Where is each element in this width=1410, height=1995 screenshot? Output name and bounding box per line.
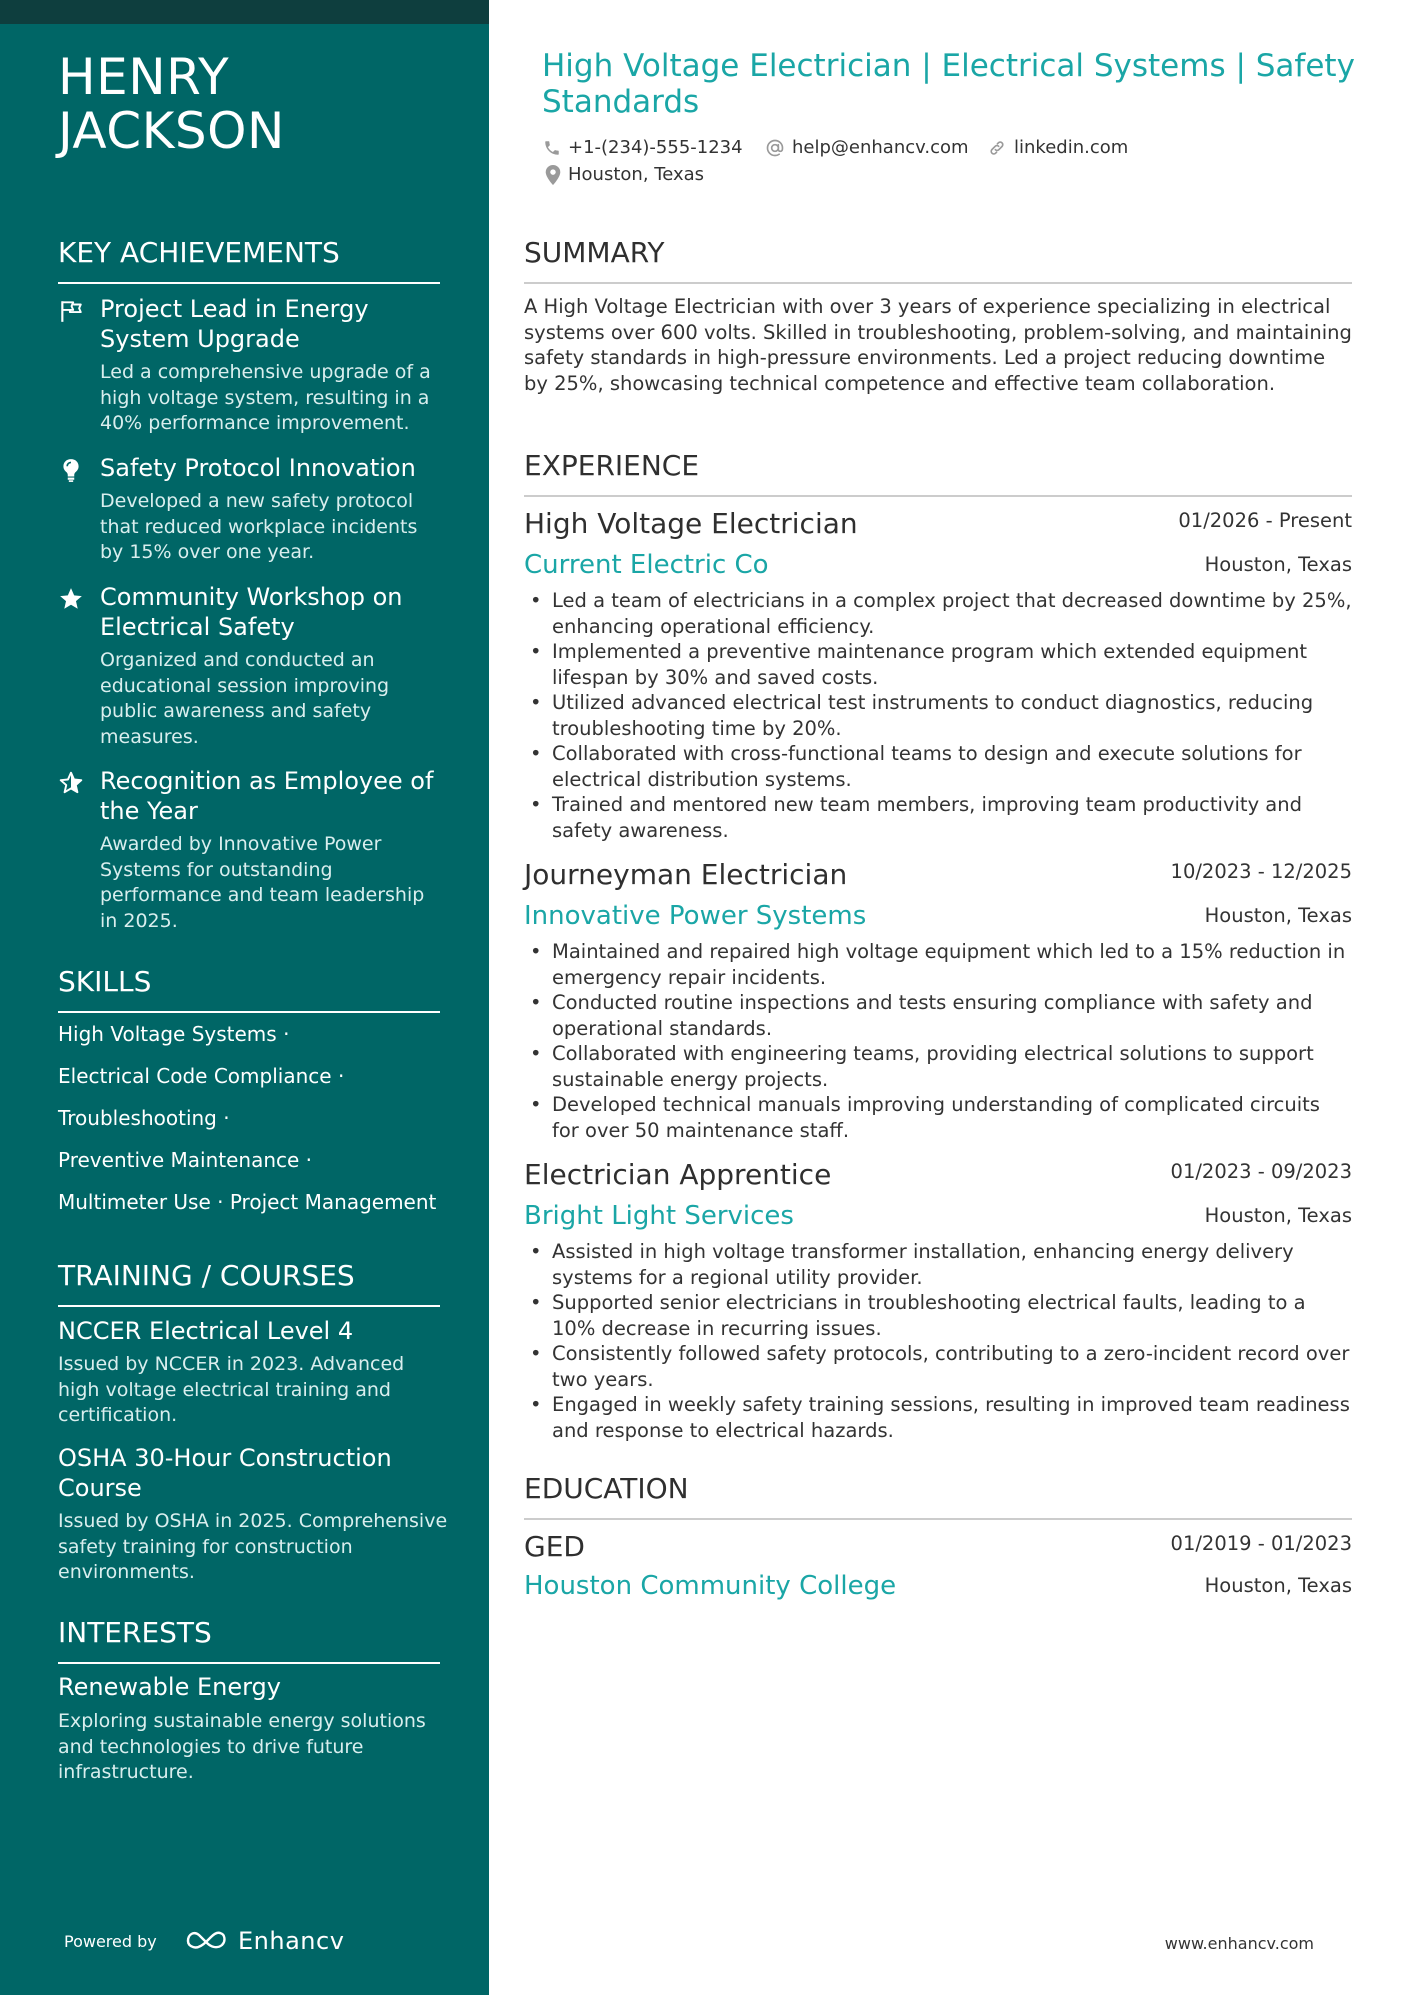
job-company: Bright Light Services [524, 1201, 794, 1231]
skill-row [58, 1189, 436, 1215]
contact-linkedin[interactable] [987, 137, 1128, 159]
enhancv-logo-icon [184, 1928, 230, 1954]
achievement-title: Recognition as Employee of the Year [100, 767, 434, 825]
job-company: Innovative Power Systems [524, 901, 867, 931]
achievement-title: Community Workshop on Electrical Safety [100, 583, 403, 641]
job-company: Current Electric Co [524, 550, 769, 580]
job-bullets [524, 1239, 1352, 1443]
skill-row [58, 1021, 289, 1047]
at-sign-icon [765, 138, 785, 158]
skill-tag: Project Management [229, 1190, 437, 1214]
job-bullet: • Maintained and repaired high voltage equipment which led to a 15% reduction in emergency repair incidents. [524, 939, 1352, 990]
job-location: Houston, Texas [1204, 553, 1352, 576]
link-icon [987, 138, 1007, 158]
skill-tag: Preventive Maintenance [58, 1148, 300, 1172]
skill-tag: High Voltage Systems [58, 1022, 277, 1046]
interest-desc: Exploring sustainable energy solutions and technologies to drive future infrastructure. [58, 1710, 426, 1783]
job-title: Journeyman Electrician [524, 858, 848, 891]
training-heading: TRAINING / COURSES [58, 1259, 440, 1307]
job-bullet: • Assisted in high voltage transformer installation, enhancing energy delivery systems for a regional utility provider. [524, 1239, 1352, 1290]
achievement-item [58, 582, 448, 752]
job-bullet: • Collaborated with cross-functional teams to design and execute solutions for electrical distribution systems. [524, 741, 1352, 792]
job-bullet: • Implemented a preventive maintenance program which extended equipment lifespan by 30% and saved costs. [524, 639, 1352, 690]
skill-separator: · [223, 1106, 230, 1130]
interests-heading: INTERESTS [58, 1616, 440, 1664]
skills-heading: SKILLS [58, 965, 440, 1013]
contact-phone[interactable] [543, 137, 743, 159]
email-text: help@enhancv.com [792, 137, 969, 158]
achievement-title: Project Lead in Energy System Upgrade [100, 295, 369, 353]
skill-tag: Multimeter Use [58, 1190, 211, 1214]
powered-by-label: Powered by [64, 1932, 157, 1951]
achievement-item [58, 766, 448, 946]
job-bullet: • Utilized advanced electrical test instruments to conduct diagnostics, reducing troubleshooting time by 20%. [524, 690, 1352, 741]
skill-row [58, 1063, 344, 1089]
education-location: Houston, Texas [1204, 1574, 1352, 1597]
training-title: OSHA 30-Hour Construction Course [58, 1444, 392, 1502]
contact-location [545, 164, 704, 186]
job-bullet: • Trained and mentored new team members, improving team productivity and safety awareness. [524, 792, 1352, 843]
interest-title: Renewable Energy [58, 1673, 281, 1701]
summary-heading: SUMMARY [524, 236, 1352, 284]
training-desc: Issued by NCCER in 2023. Advanced high voltage electrical training and certification. [58, 1353, 405, 1426]
achievement-desc: Developed a new safety protocol that reduced workplace incidents by 15% over one year. [100, 490, 418, 563]
star-icon [58, 586, 84, 612]
candidate-name: HENRY JACKSON [58, 48, 285, 160]
job-title: High Voltage Electrician [524, 507, 858, 540]
job-bullet: • Collaborated with engineering teams, providing electrical solutions to support sustainable energy projects. [524, 1041, 1352, 1092]
achievement-desc: Organized and conducted an educational session improving public awareness and safety measures. [100, 649, 390, 748]
achievement-item [58, 294, 448, 444]
skill-separator: · [217, 1190, 224, 1214]
skill-separator: · [337, 1064, 345, 1088]
education-heading: EDUCATION [524, 1472, 1352, 1520]
sidebar [0, 0, 489, 1995]
job-date: 01/2023 - 09/2023 [1170, 1160, 1352, 1183]
flag-icon [58, 298, 84, 324]
phone-text: +1-(234)-555-1234 [568, 137, 743, 158]
achievement-item [58, 453, 448, 573]
brand-name: Enhancv [238, 1927, 345, 1955]
contact-email[interactable] [765, 137, 969, 159]
training-title: NCCER Electrical Level 4 [58, 1317, 354, 1345]
achievement-title: Safety Protocol Innovation [100, 454, 416, 482]
linkedin-text: linkedin.com [1014, 137, 1129, 158]
skill-separator: · [283, 1022, 290, 1046]
achievements-heading: KEY ACHIEVEMENTS [58, 236, 440, 284]
job-bullet: • Engaged in weekly safety training sessions, resulting in improved team readiness and response to electrical hazards. [524, 1392, 1352, 1443]
education-school: Houston Community College [524, 1571, 897, 1601]
location-pin-icon [545, 165, 561, 185]
skill-row [58, 1105, 230, 1131]
job-bullet: • Led a team of electricians in a complex project that decreased downtime by 25%, enhancing operational efficiency. [524, 588, 1352, 639]
enhancv-logo[interactable] [184, 1924, 344, 1958]
job-bullets [524, 588, 1352, 843]
achievement-desc: Awarded by Innovative Power Systems for outstanding performance and team leadership in 2025. [100, 833, 425, 932]
job-bullet: • Consistently followed safety protocols, contributing to a zero-incident record over two years. [524, 1341, 1352, 1392]
skill-row [58, 1147, 312, 1173]
job-date: 01/2026 - Present [1178, 509, 1352, 532]
job-location: Houston, Texas [1204, 1204, 1352, 1227]
footer-url[interactable]: www.enhancv.com [1164, 1934, 1314, 1953]
summary-text: A High Voltage Electrician with over 3 years of experience specializing in electrical systems over 600 volts. Skilled in troubleshooting, problem-solving, and maintaining safety standards in high-pressure environments. Led a project reducing downtime by 25%, showcasing technical competence and effective team collaboration. [524, 295, 1352, 395]
job-bullet: • Conducted routine inspections and tests ensuring compliance with safety and operational standards. [524, 990, 1352, 1041]
education-degree: GED [524, 1530, 585, 1563]
job-bullet: • Developed technical manuals improving understanding of complicated circuits for over 50 maintenance staff. [524, 1092, 1352, 1143]
sidebar-top-bar [0, 0, 489, 24]
skill-separator: · [305, 1148, 313, 1172]
job-bullet: • Supported senior electricians in troubleshooting electrical faults, leading to a 10% decrease in recurring issues. [524, 1290, 1352, 1341]
skill-tag: Electrical Code Compliance [58, 1064, 332, 1088]
headline: High Voltage Electrician | Electrical Systems | Safety Standards [542, 48, 1355, 120]
job-location: Houston, Texas [1204, 904, 1352, 927]
star-outline-icon [58, 770, 84, 796]
training-desc: Issued by OSHA in 2025. Comprehensive safety training for construction environments. [58, 1510, 448, 1583]
lightbulb-icon [58, 457, 84, 483]
experience-heading: EXPERIENCE [524, 449, 1352, 497]
job-title: Electrician Apprentice [524, 1158, 832, 1191]
location-text: Houston, Texas [568, 164, 705, 185]
phone-icon [543, 139, 561, 157]
achievement-desc: Led a comprehensive upgrade of a high voltage system, resulting in a 40% performance improvement. [100, 361, 431, 434]
education-date: 01/2019 - 01/2023 [1170, 1532, 1352, 1555]
job-bullets [524, 939, 1352, 1143]
job-date: 10/2023 - 12/2025 [1170, 860, 1352, 883]
skill-tag: Troubleshooting [58, 1106, 217, 1130]
main-content [489, 0, 1410, 1995]
